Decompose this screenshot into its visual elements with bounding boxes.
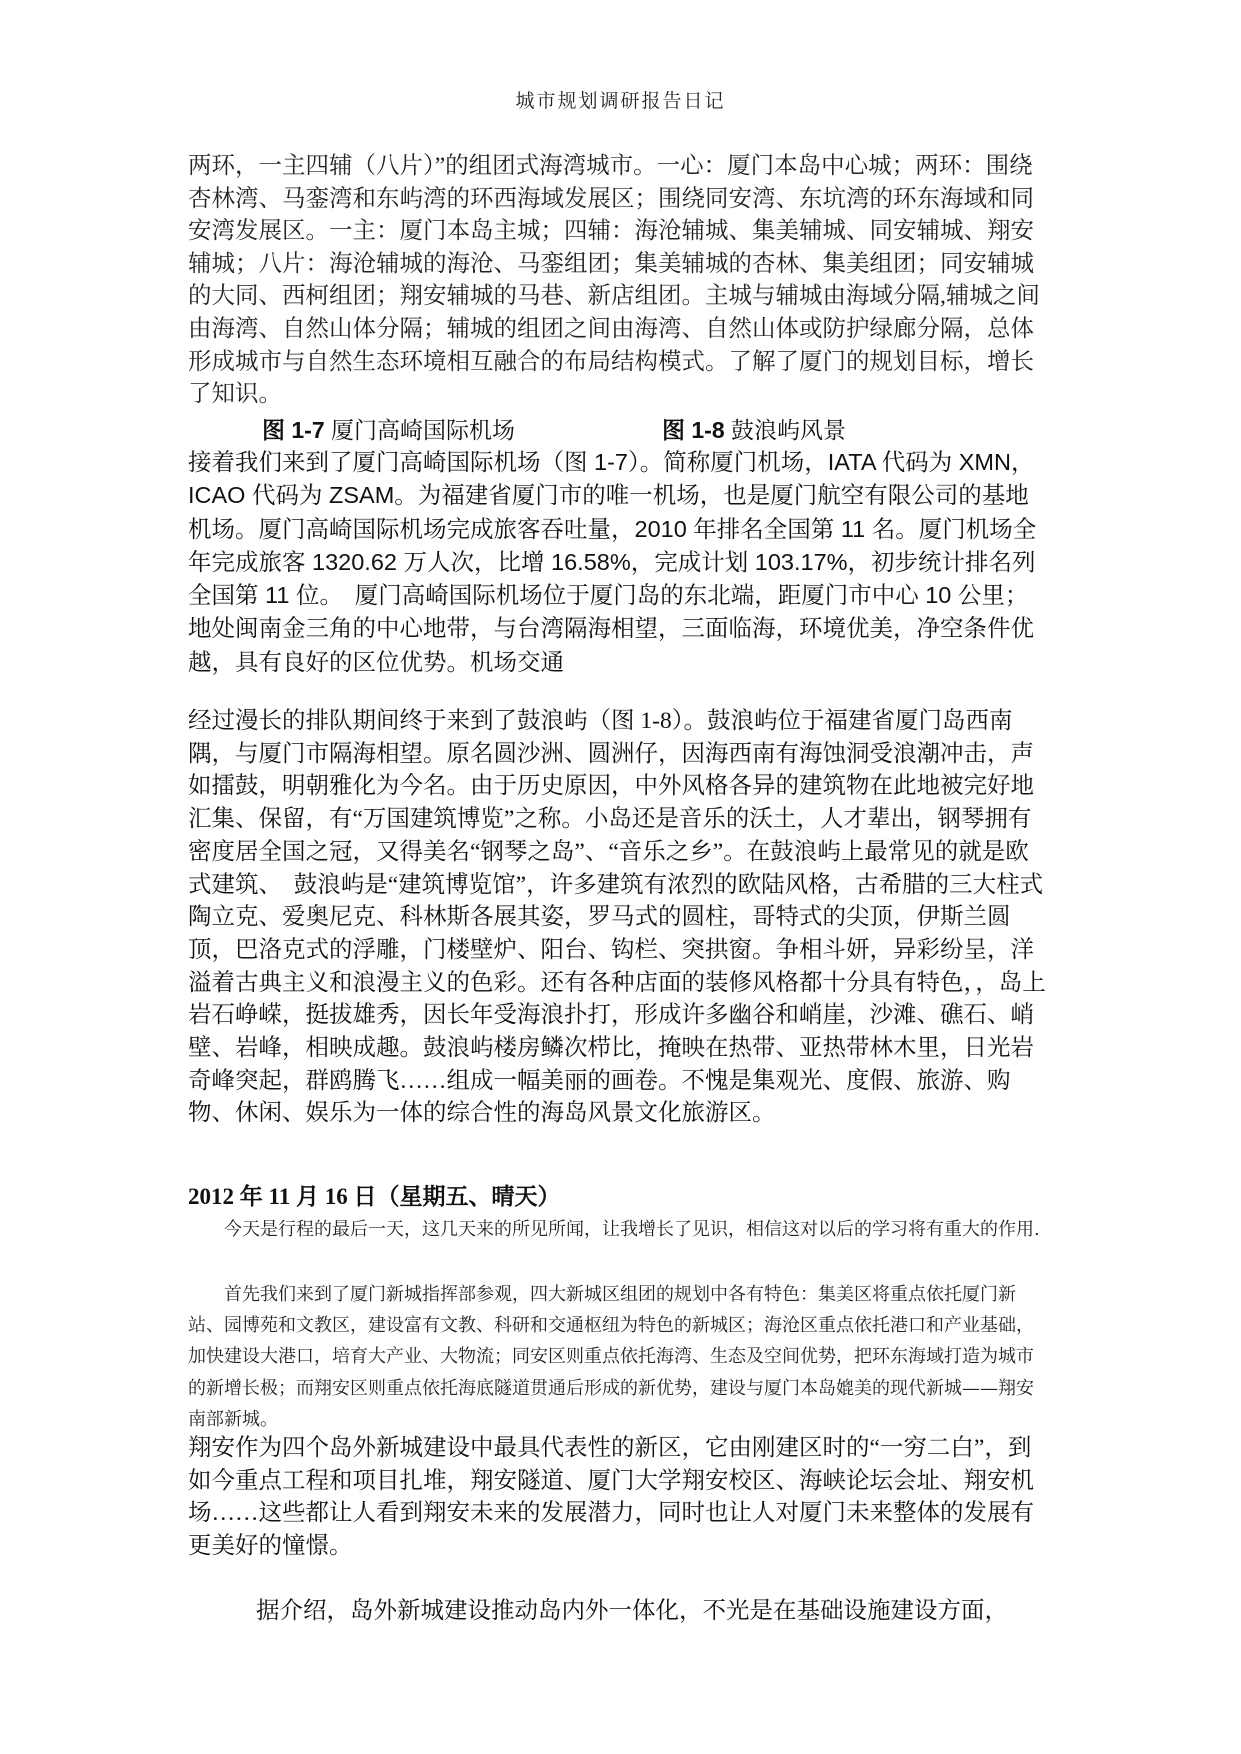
figure-caption-1-7 <box>262 412 515 445</box>
figure-label: 图 1-8 <box>662 417 725 443</box>
figure-label: 图 1-7 <box>262 417 325 443</box>
figure-text: 鼓浪屿风景 <box>731 417 847 443</box>
paragraph-new-city-hq: 首先我们来到了厦门新城指挥部参观，四大新城区组团的规划中各有特色：集美区将重点依托厦门新站、园博苑和文教区，建设富有文教、科研和交通枢纽为特色的新城区；海沧区重点依托港口和产业基础，加快建设大港口，培育大产业、大物流；同安区则重点依托海湾、生态及空间优势，把环东海域打造为城市的新增长极；而翔安区则重点依托海底隧道贯通后形成的新优势，建设与厦门本岛媲美的现代新城——翔安南部新城。 <box>188 1284 1034 1430</box>
page-header: 城市规划调研报告日记 <box>515 90 726 112</box>
figure-caption-1-8 <box>662 412 846 445</box>
date-heading: 2012 年 11 月 16 日（星期五、晴天） <box>188 1184 561 1209</box>
paragraph-gulangyu: 经过漫长的排队期间终于来到了鼓浪屿（图 1-8）。鼓浪屿位于福建省厦门岛西南隅，与厦门市隔海相望。原名圆沙洲、圆洲仔，因海西南有海蚀洞受浪潮冲击，声如擂鼓，明朝雅化为今名。由于历史原因，中外风格各异的建筑物在此地被完好地汇集、保留，有“万国建筑博览”之称。小岛还是音乐的沃土，人才辈出，钢琴拥有密度居全国之冠，又得美名“钢琴之岛”、“音乐之乡”。在鼓浪屿上最常见的就是欧式建筑、 鼓浪屿是“建筑博览馆”，许多建筑有浓烈的欧陆风格，古希腊的三大柱式陶立克、爱奥尼克、科林斯各展其姿，罗马式的圆柱，哥特式的尖顶，伊斯兰圆顶，巴洛克式的浮雕，门楼壁炉、阳台、钩栏、突拱窗。争相斗妍，异彩纷呈，洋溢着古典主义和浪漫主义的色彩。还有各种店面的装修风格都十分具有特色，，岛上岩石峥嵘，挺拔雄秀，因长年受海浪扑打，形成许多幽谷和峭崖，沙滩、礁石、峭壁、岩峰，相映成趣。鼓浪屿楼房鳞次栉比，掩映在热带、亚热带林木里，日光岩奇峰突起，群鸥腾飞……组成一幅美丽的画卷。不愧是集观光、度假、旅游、购物、休闲、娱乐为一体的综合性的海岛风景文化旅游区。 <box>188 708 1046 1127</box>
paragraph-last-day: 今天是行程的最后一天，这几天来的所见所闻，让我增长了见识，相信这对以后的学习将有重大的作用. <box>224 1219 1040 1240</box>
paragraph-xiangan: 翔安作为四个岛外新城建设中最具代表性的新区，它由刚建区时的“一穷二白”，到如今重点工程和项目扎堆，翔安隧道、厦门大学翔安校区、海峡论坛会址、翔安机场……这些都让人看到翔安未来的发展潜力，同时也让人对厦门未来整体的发展有更美好的憧憬。 <box>188 1435 1034 1559</box>
paragraph-airport: 接着我们来到了厦门高崎国际机场（图 1-7）。简称厦门机场，IATA 代码为 XMN，ICAO 代码为 ZSAM。为福建省厦门市的唯一机场，也是厦门航空有限公司的基地机场。厦门高崎国际机场完成旅客吞吐量，2010 年排名全国第 11 名。厦门机场全年完成旅客 1320.62 万人次，比增 16.58%，完成计划 103.17%，初步统计排名列全国第 11 位。 厦门高崎国际机场位于厦门岛的东北端，距厦门市中心 10 公里；地处闽南金三角的中心地带，与台湾隔海相望，三面临海，环境优美，净空条件优越，具有良好的区位优势。机场交通 <box>188 449 1037 675</box>
paragraph-integration: 据介绍，岛外新城建设推动岛内外一体化，不光是在基础设施建设方面， <box>256 1598 1008 1624</box>
figure-text: 厦门高崎国际机场 <box>331 417 516 443</box>
paragraph-planning-structure: 两环，一主四辅（八片）”的组团式海湾城市。一心：厦门本岛中心城；两环：围绕杏林湾、马銮湾和东屿湾的环西海域发展区；围绕同安湾、东坑湾的环东海域和同安湾发展区。一主：厦门本岛主城；四辅：海沧辅城、集美辅城、同安辅城、翔安辅城；八片：海沧辅城的海沧、马銮组团；集美辅城的杏林、集美组团；同安辅城的大同、西柯组团；翔安辅城的马巷、新店组团。主城与辅城由海域分隔,辅城之间由海湾、自然山体分隔；辅城的组团之间由海湾、自然山体或防护绿廊分隔，总体形成城市与自然生态环境相互融合的布局结构模式。了解了厦门的规划目标，增长了知识。 <box>188 153 1040 408</box>
